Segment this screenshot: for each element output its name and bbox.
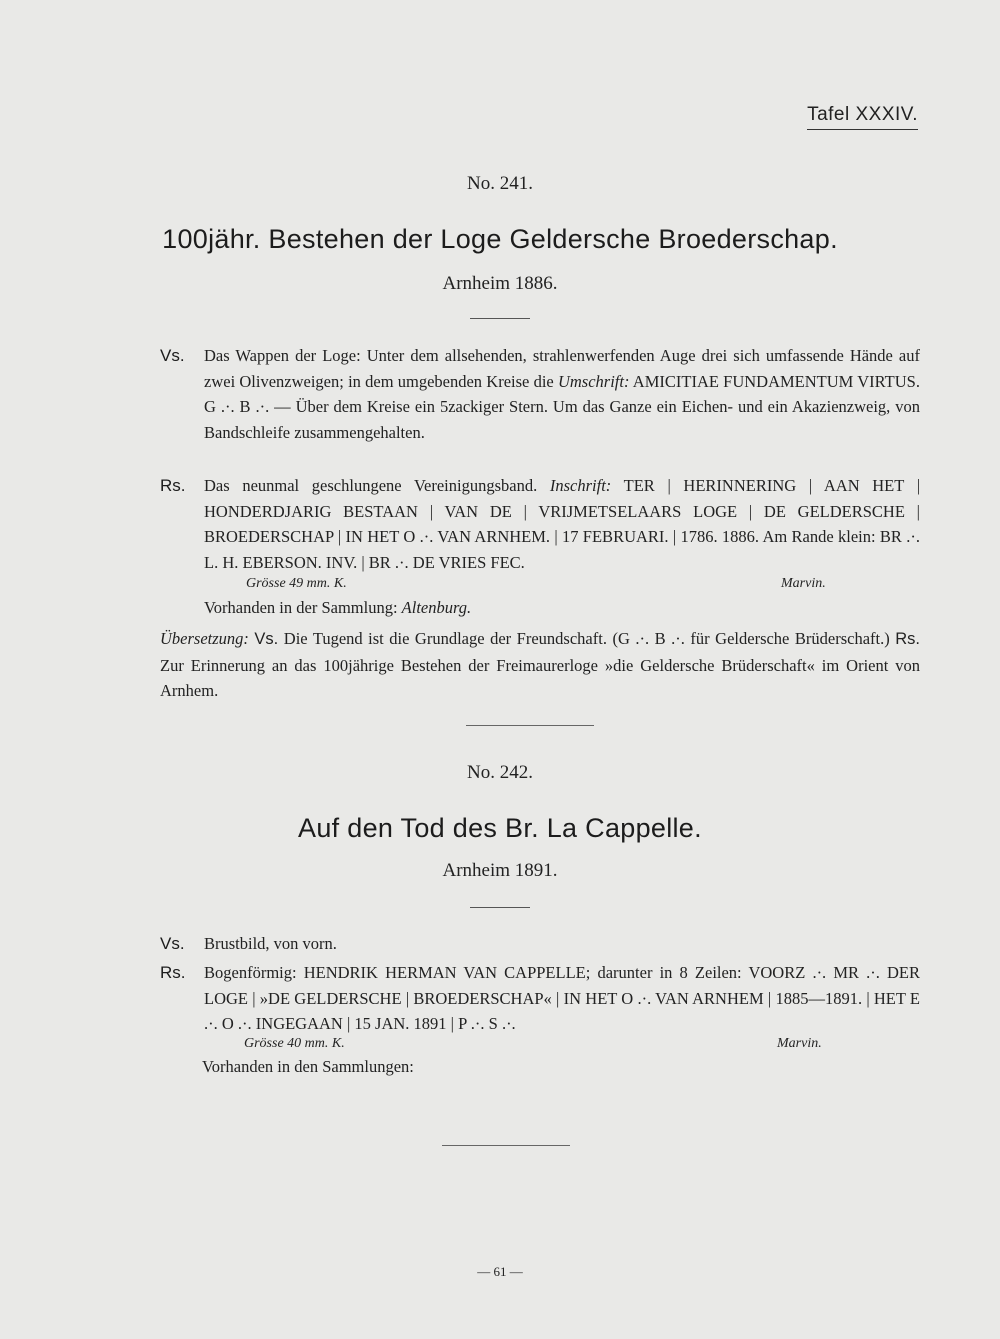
translation: Übersetzung: Vs. Die Tugend ist die Grundlage der Freundschaft. (G .·. B .·. für Geldersche Brüderschaft.) Rs. Zur Erinnerung an das 100jährige Bestehen der Freimaurerloge »die Geldersche Brüderschaft« im Orient von Arnhem. [160, 629, 920, 700]
collection-line: Vorhanden in den Sammlungen: [202, 1057, 414, 1076]
reverse-text: Bogenförmig: HENDRIK HERMAN VAN CAPPELLE; darunter in 8 Zeilen: VOORZ .·. MR .·. DER LOGE | »DE GELDERSCHE | BROEDERSCHAP« | IN HET O .·. VAN ARNHEM | 1885—1891. | HET E .·. O .·. INGEGAAN | 15 JAN. 1891 | P .·. S .·. [204, 963, 920, 1033]
obverse-description [160, 931, 920, 957]
reverse-text: Das neunmal geschlungene Vereinigungsband. Inschrift: TER | HERINNERING | AAN HET | HONDERDJARIG BESTAAN | VAN DE | VRIJMETSELAARS LOGE | DE GELDERSCHE | BROEDERSCHAP | IN HET O .·. VAN ARNHEM. | 17 FEBRUARI. | 1786. 1886. Am Rande klein: BR .·. L. H. EBERSON. INV. | BR .·. DE VRIES FEC. [204, 476, 921, 572]
reverse-description [160, 473, 920, 575]
reverse-label: Rs. [160, 476, 186, 495]
collection-line: Vorhanden in der Sammlung: Altenburg. [204, 598, 472, 617]
obverse-label: Vs. [160, 934, 185, 953]
entry-place-date: Arnheim 1891. [442, 860, 558, 881]
entry-title: Auf den Tod des Br. La Cappelle. [298, 813, 702, 843]
ornament-divider [470, 907, 530, 908]
section-divider [442, 1145, 570, 1146]
size-note: Grösse 49 mm. K. [246, 576, 347, 591]
entry-place-date: Arnheim 1886. [442, 273, 558, 294]
section-divider [466, 725, 594, 726]
entry-number: No. 242. [467, 762, 533, 783]
material-note: Marvin. [777, 1036, 822, 1051]
translation-label: Übersetzung: [160, 629, 249, 648]
reverse-label: Rs. [160, 963, 186, 982]
obverse-description [160, 343, 920, 445]
entry-title: 100jähr. Bestehen der Loge Geldersche Broederschap. [162, 224, 838, 254]
obverse-text: Brustbild, von vorn. [204, 934, 337, 953]
reverse-description [160, 960, 920, 1037]
page-number: — 61 — [477, 1264, 523, 1279]
size-note: Grösse 40 mm. K. [244, 1036, 345, 1051]
obverse-text: Das Wappen der Loge: Unter dem allsehenden, strahlenwerfenden Auge drei sich umfassende Hände auf zwei Olivenzweigen; in dem umgebenden Kreise die Umschrift: AMICITIAE FUNDAMENTUM VIRTUS. G .·. B .·. — Über dem Kreise ein 5zackiger Stern. Um das Ganze ein Eichen- und ein Akazienzweig, von Bandschleife zusammengehalten. [204, 346, 920, 442]
entry-number: No. 241. [467, 173, 533, 194]
ornament-divider [470, 318, 530, 319]
plate-number: Tafel XXXIV. [807, 104, 918, 130]
material-note: Marvin. [781, 576, 826, 591]
obverse-label: Vs. [160, 346, 185, 365]
